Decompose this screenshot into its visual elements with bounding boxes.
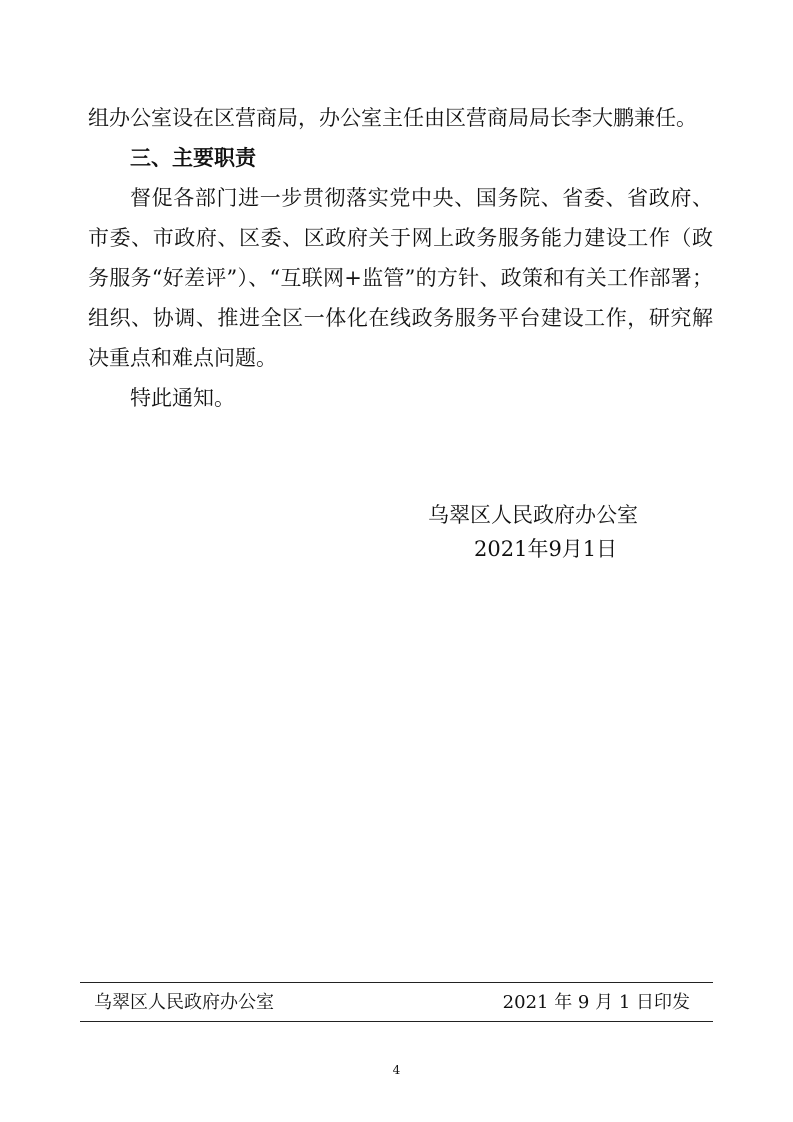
footer-issuer: 乌翠区人民政府办公室 [94,992,274,1013]
signature-org: 乌翠区人民政府办公室 [428,503,638,527]
paragraph-continued: 组办公室设在区营商局，办公室主任由区营商局局长李大鹏兼任。 [88,106,697,130]
section-heading: 三、主要职责 [130,146,256,170]
footer-rule-top [80,982,713,983]
footer-issue-date: 2021 年 9 月 1 日印发 [502,992,690,1013]
document-body [88,98,713,418]
page-number: 4 [392,1063,401,1077]
signature-date: 2021年9月1日 [474,537,618,561]
footer-rule-bottom [80,1021,713,1022]
issuance-footer [94,988,690,1018]
paragraph-duties: 督促各部门进一步贯彻落实党中央、国务院、省委、省政府、市委、市政府、区委、区政府关于网上政务服务能力建设工作（政务服务“好差评”）、“互联网+监管”的方针、政策和有关工作部署；组织、协调、推进全区一体化在线政务服务平台建设工作，研究解决重点和难点问题。 [88,186,713,370]
signature-block [428,498,688,566]
paragraph-closing: 特此通知。 [130,386,235,410]
